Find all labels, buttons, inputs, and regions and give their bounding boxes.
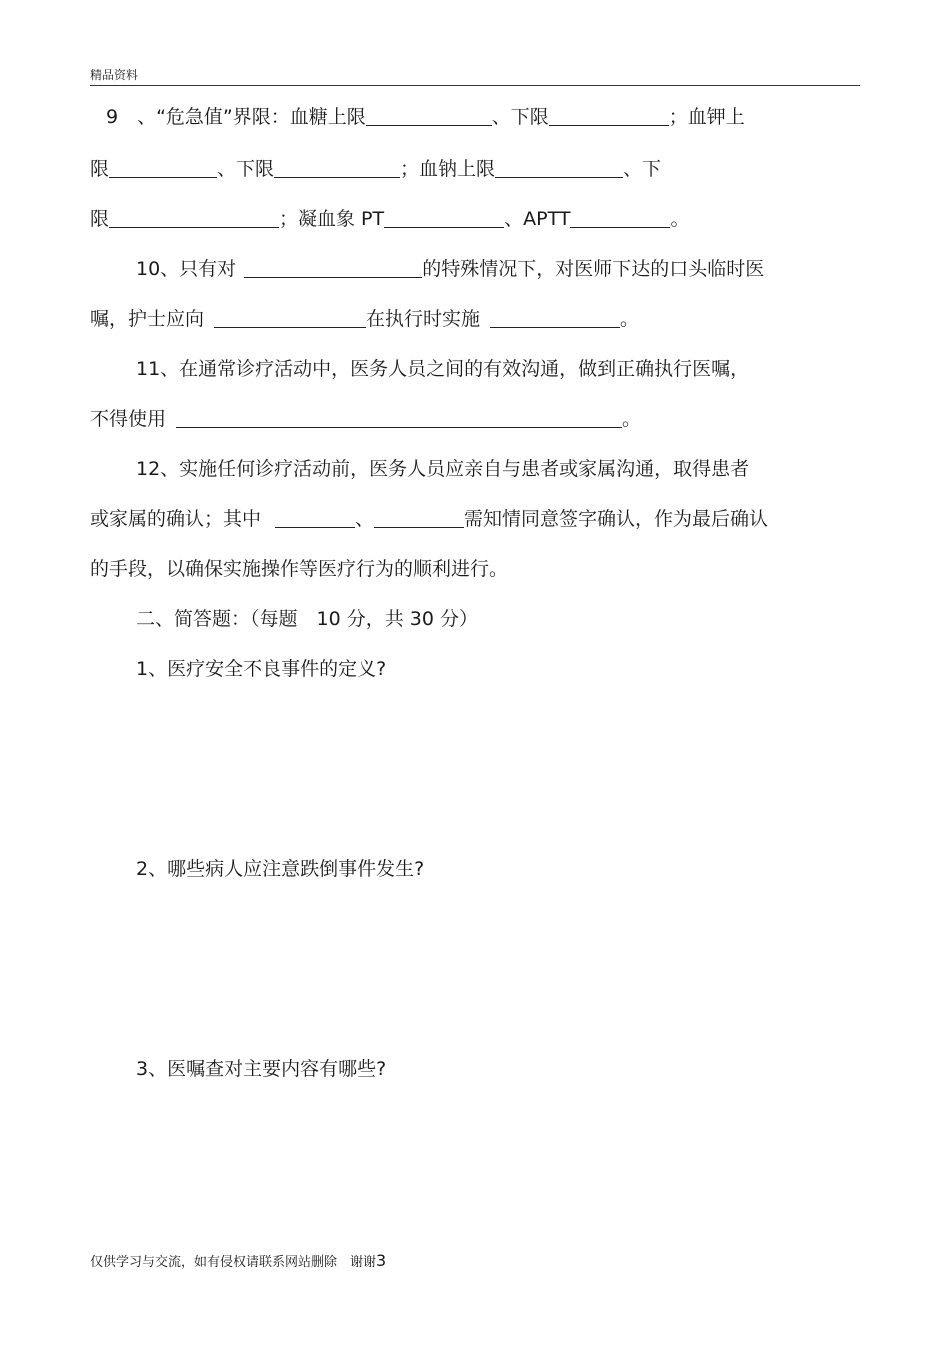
q9-text-c: ；血钾上 xyxy=(668,106,745,128)
page-number: 3 xyxy=(376,1251,387,1270)
q10-text-d: 在执行时实施 xyxy=(366,308,481,330)
consent-blank-2[interactable] xyxy=(374,507,464,528)
q9-text-j: 、APTT xyxy=(504,208,571,230)
q12-text-b: 或家属的确认；其中 xyxy=(90,508,262,530)
q11-text-a: 11、在通常诊疗活动中，医务人员之间的有效沟通，做到正确执行医嘱， xyxy=(136,358,750,380)
q11-line-1 xyxy=(136,356,749,382)
short-answer-3-text: 3、医嘱查对主要内容有哪些? xyxy=(136,1058,387,1080)
q9-line-3 xyxy=(90,206,689,232)
q9-text-g: 、下 xyxy=(623,158,662,180)
q9-text-k: 。 xyxy=(670,208,690,230)
short-answer-1 xyxy=(136,656,386,682)
emergency-situation-blank[interactable] xyxy=(244,257,422,278)
q9-text-b: 、下限 xyxy=(491,106,549,128)
prohibited-blank[interactable] xyxy=(176,407,622,428)
pt-blank[interactable] xyxy=(384,207,504,228)
page-header: 精品资料 xyxy=(90,68,139,82)
short-answer-3 xyxy=(136,1056,386,1082)
q10-text-e: 。 xyxy=(620,308,640,330)
q10-line-2 xyxy=(90,306,639,332)
section-heading xyxy=(136,606,478,632)
q9-text-e: 、下限 xyxy=(217,158,275,180)
q9-text-i: ；凝血象 PT xyxy=(279,208,385,230)
potassium-lower-blank[interactable] xyxy=(274,157,400,178)
q10-text-b: 的特殊情况下，对医师下达的口头临时医 xyxy=(422,258,765,280)
q9-text-d: 限 xyxy=(90,158,110,180)
q11-text-b: 不得使用 xyxy=(90,408,167,430)
q12-text-e: 的手段，以确保实施操作等医疗行为的顺利进行。 xyxy=(90,558,509,580)
q9-line-1 xyxy=(106,104,745,130)
q9-text-a: 9 、“危急值”界限：血糖上限 xyxy=(106,106,366,128)
sodium-lower-blank[interactable] xyxy=(109,207,279,228)
potassium-upper-blank[interactable] xyxy=(109,157,217,178)
q9-text-h: 限 xyxy=(90,208,110,230)
section-title: 二、简答题：（每题 10 分，共 30 分） xyxy=(136,608,478,630)
short-answer-2 xyxy=(136,856,424,882)
q10-text-a: 10、只有对 xyxy=(136,258,237,280)
q11-line-2 xyxy=(90,406,641,432)
short-answer-2-text: 2、哪些病人应注意跌倒事件发生? xyxy=(136,858,425,880)
aptt-blank[interactable] xyxy=(570,207,670,228)
q11-text-c: 。 xyxy=(622,408,642,430)
implement-blank[interactable] xyxy=(490,307,620,328)
q9-text-f: ；血钠上限 xyxy=(400,158,496,180)
q12-line-2 xyxy=(90,506,768,532)
header-rule xyxy=(90,85,860,86)
sodium-upper-blank[interactable] xyxy=(495,157,623,178)
q12-line-3 xyxy=(90,556,508,582)
q12-text-d: 需知情同意签字确认，作为最后确认 xyxy=(464,508,769,530)
consent-blank-1[interactable] xyxy=(275,507,355,528)
blood-sugar-lower-blank[interactable] xyxy=(549,105,669,126)
q12-text-c: 、 xyxy=(355,508,375,530)
short-answer-1-text: 1、医疗安全不良事件的定义? xyxy=(136,658,387,680)
q10-line-1 xyxy=(136,256,764,282)
q12-line-1 xyxy=(136,456,749,482)
footer-text: 仅供学习与交流，如有侵权请联系网站删除 谢谢 xyxy=(90,1255,377,1270)
q10-text-c: 嘱，护士应向 xyxy=(90,308,205,330)
repeat-to-blank[interactable] xyxy=(214,307,366,328)
q12-text-a: 12、实施任何诊疗活动前，医务人员应亲自与患者或家属沟通，取得患者 xyxy=(136,458,750,480)
page-footer xyxy=(90,1251,386,1270)
q9-line-2 xyxy=(90,156,661,182)
blood-sugar-upper-blank[interactable] xyxy=(366,105,492,126)
